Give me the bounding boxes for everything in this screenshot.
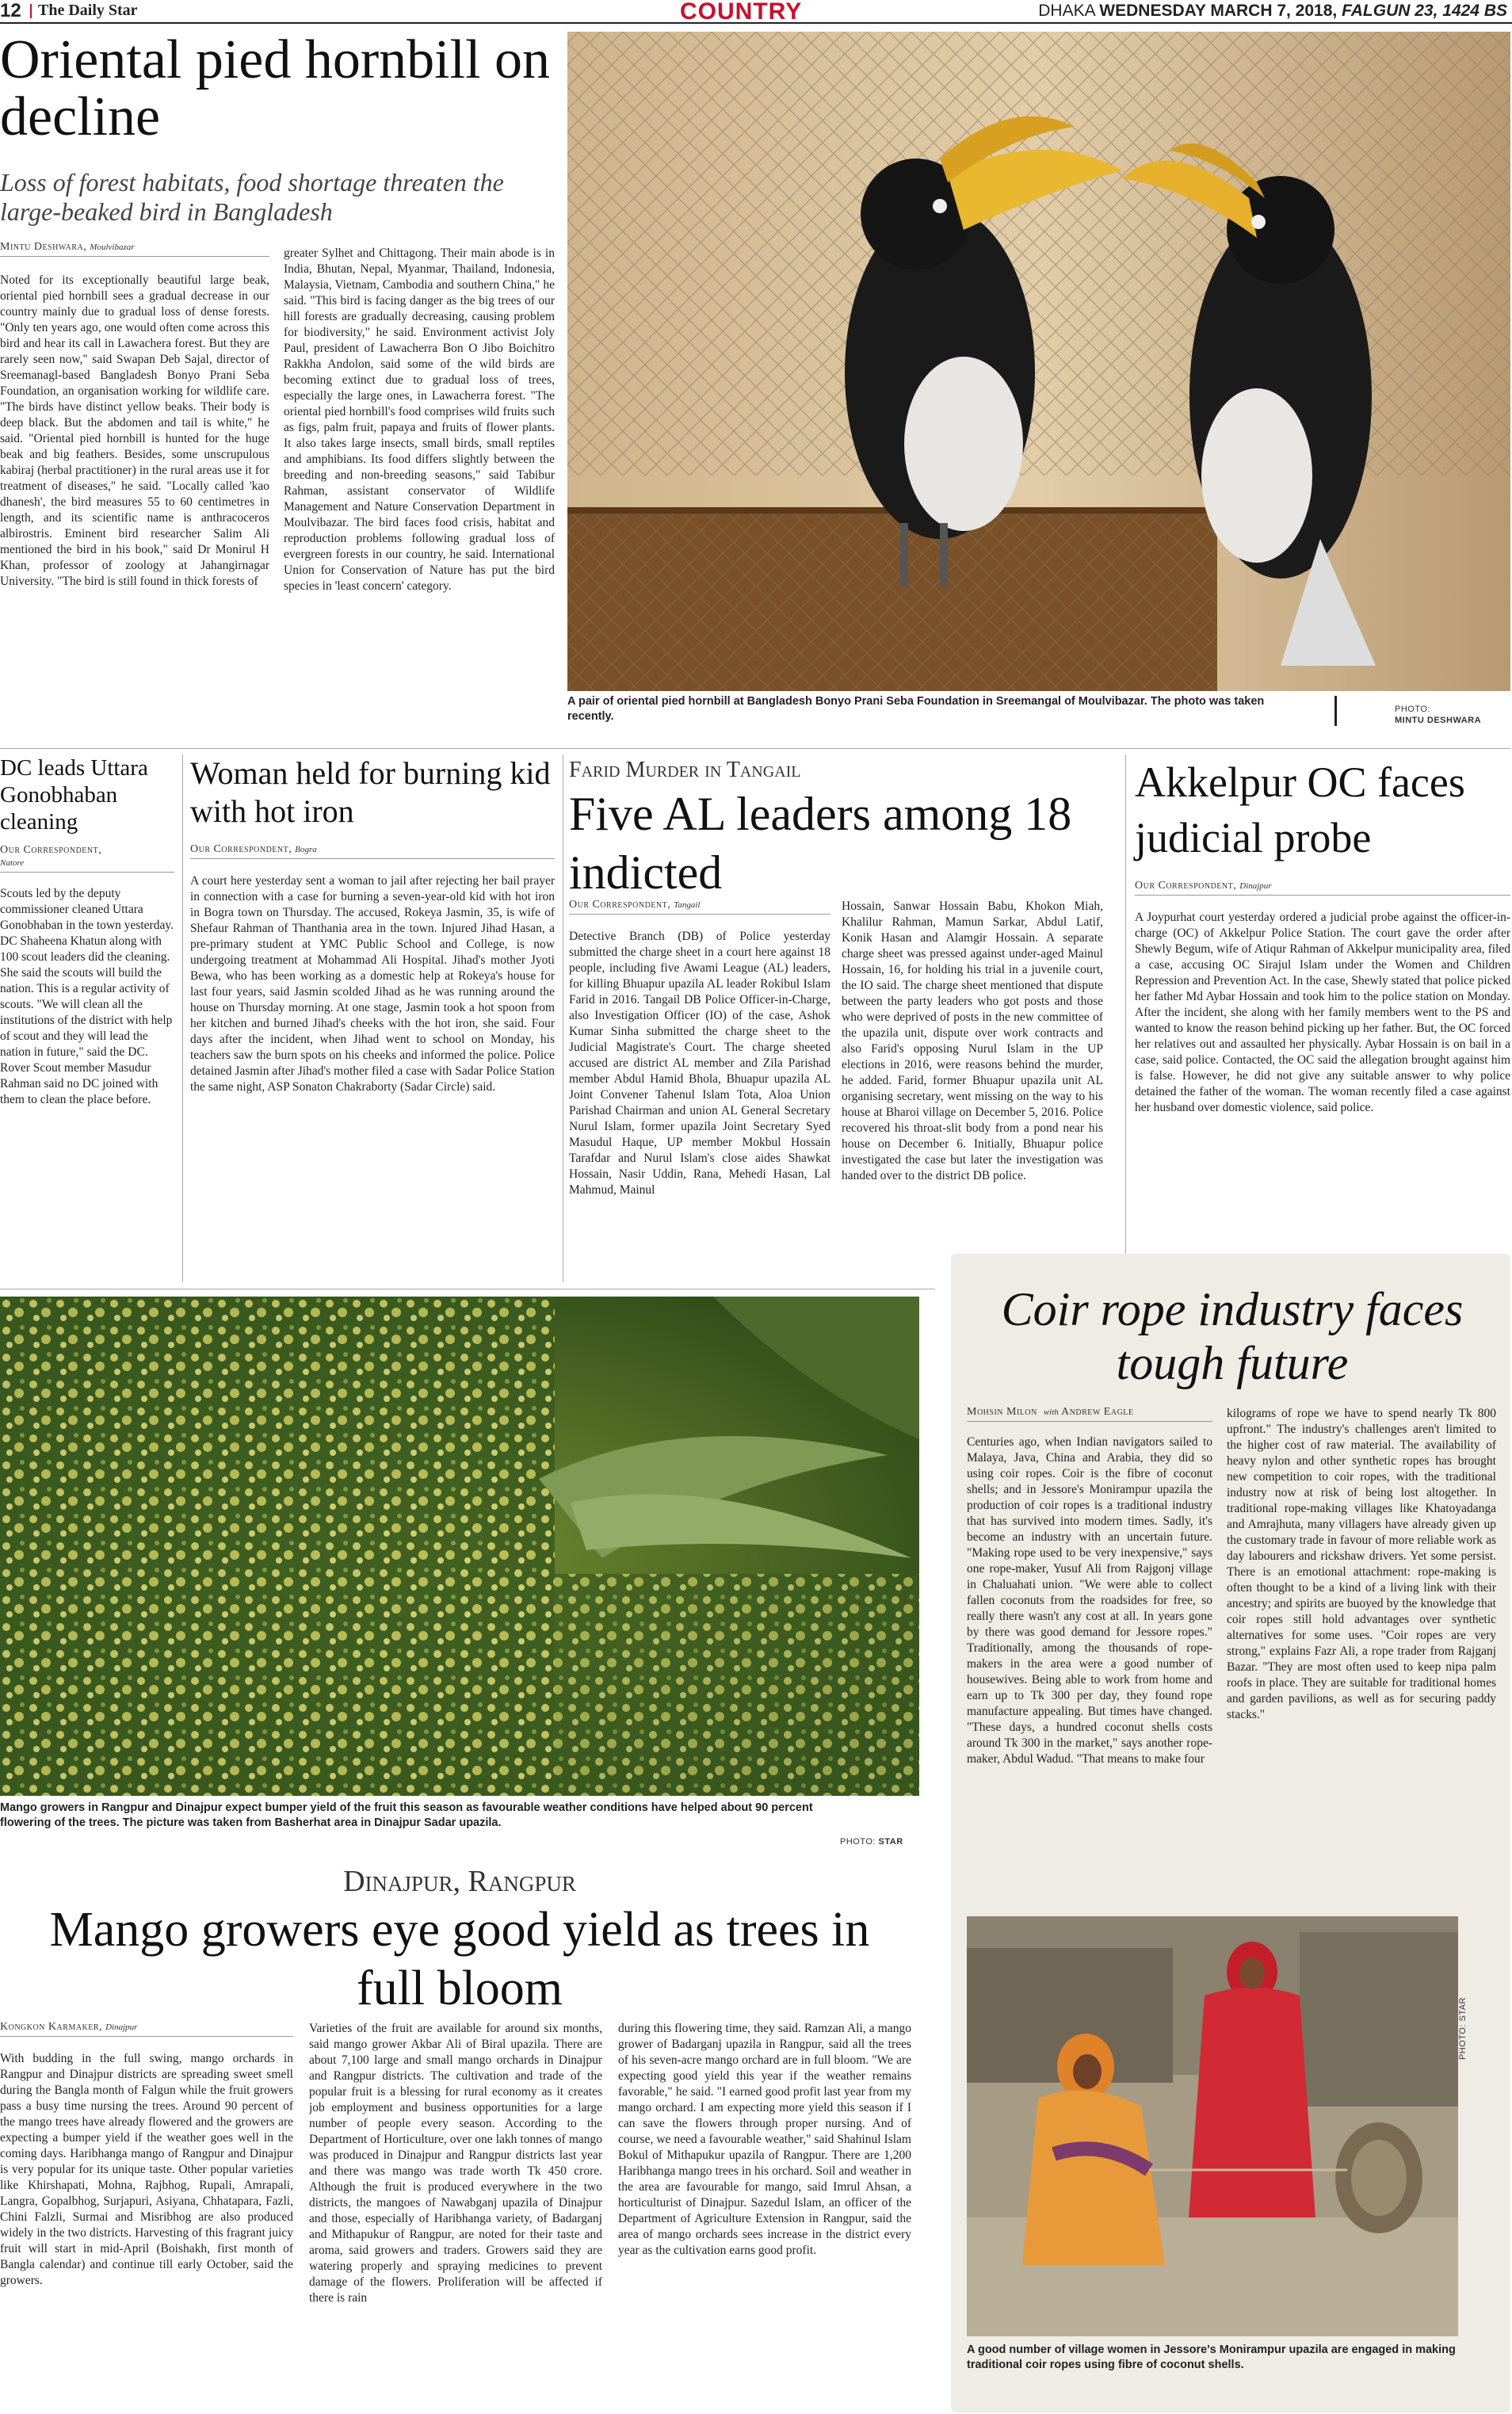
mango-photo-caption: Mango growers in Rangpur and Dinajpur expect bumper yield of the fruit this season as favourable weather conditions have helped about 90 percent flowering of the trees. The picture was taken from Basherhat area in Dinajpur Sadar upazila.: [0, 1801, 813, 1829]
mango-col2: Varieties of the fruit are available for around six months, said mango grower Akbar Ali of Biral upazila. There are about 7,100 large and small mango orchards in Dinajpur and Rangpur districts. The cultivation and trade of the popular fruit is a blessing for rural economy as it creates job employment and business opportunities for a large number of people every season. According to the Department of Horticulture, over one lakh tonnes of mango was produced in Dinajpur and Rangpur districts last year and there was mango was trade worth Tk 450 crore. Although the fruit is produced everywhere in the two districts, the mangoes of Nawabganj upazila of Dinajpur and those, especially of Haribhanga variety, of Badarganj and Mithapukur of Rangpur, are noted for their taste and aroma, said growers and traders. Growers said they are watering properly and spraying medicines to prevent damage of the flowers. Proliferation will be affected if there is rain: [309, 2022, 602, 2305]
farid-col2: Hossain, Sanwar Hossain Babu, Khokon Miah, Khalilur Rahman, Mamun Sarkar, Abdul Latif, Konik Hasan and Alamgir Hossain. A separate charge sheet was pressed against under-aged Mainul Hossain, 16, for holding his trial in a juvenile court, the IO said. The charge sheet mentioned that dispute between the party leaders who got posts and those who were deprived of posts in the new committee of the upazila unit, dispute over work contracts and also Farid's opposing Nurul Islam in the UP elections in 2016, were reasons behind the murder, he added. Farid, former Bhuapur upazila unit AL organising secretary, went missing on the way to his house at Bharoi village on December 5, 2016. Police recovered his throat-slit body from a pond near his house on December 6. Initially, Bhuapur police investigated the case but later the investigation was handed over to the district DB police.: [842, 900, 1103, 1182]
farid-headline: Five AL leaders among 18 indicted: [569, 788, 1072, 899]
section-label: COUNTRY: [680, 0, 803, 25]
hornbill-photo-caption: A pair of oriental pied hornbill at Bangladesh Bonyo Prani Seba Foundation in Sreemangal of Moulvibazar. The photo was taken recently.: [567, 695, 1265, 723]
akkelpur-body: A Joypurhat court yesterday ordered a judicial probe against the officer-in-charge (OC) of Akkelpur Police Station. The court gave the order after Shewly Begum, wife of Atiqur Rahman of Akkelpur municipality area, filed a case, accusing OC Sirajul Islam under the Women and Children Repression and Prevention Act. In the case, Shewly stated that police picked her father Md Aybar Hossain and took him to the police station on Monday. After the incident, she along with her family members went to the PS and wanted to know the reason behind picking up her father. But, the OC forced her relatives out and assaulted her physically. Aybar Hossain is on bail in a case, said police. Contacted, the OC said the allegation brought against him is false. However, he did not give any suitable answer to why police detained the father of the woman. The woman recently filed a case against her husband over domestic violence, said police.: [1135, 911, 1510, 1114]
mango-byline: Kongkon Karmaker, Dinajpur: [0, 2021, 293, 2037]
akkelpur-byline: Our Correspondent, Dinajpur: [1135, 880, 1510, 896]
dc-headline: DC leads Uttara Gonobhaban cleaning: [0, 755, 148, 835]
mango-kicker: Dinajpur, Rangpur: [343, 1865, 576, 1898]
farid-kicker: Farid Murder in Tangail: [569, 758, 801, 782]
hornbill-photo: [567, 32, 1510, 691]
dateline-bangla: FALGUN 23, 1424 BS: [1342, 2, 1507, 20]
divider: [1125, 754, 1126, 1282]
coir-photo: [967, 1916, 1458, 2336]
woman-headline: Woman held for burning kid with hot iron: [190, 755, 551, 829]
hornbill-col1: Noted for its exceptionally beautiful large beak, oriental pied hornbill sees a gradual decrease in our country mainly due to gradual loss of dense forests. "Only ten years ago, one would often come across this bird and hear its call in Lawachera forest. But they are rarely seen now," said Swapan Deb Sajal, director of Sreemanagl-based Bangladesh Bonyo Prani Seba Foundation, an organisation working for wildlife care. "The birds have distinct yellow beaks. Their body is deep black. But the abdomen and tail is white," he said. "Oriental pied hornbill is hunted for the huge beak and big feathers. Besides, some unscrupulous kabiraj (herbal practitioner) in the rural areas use it for treatment of diseases," he said. "Locally called 'kao dhanesh', the bird measures 55 to 60 centimetres in length, and its scientific name is anthracoceros albirostris. Eminent bird researcher Salim Ali mentioned the bird in his book," said Dr Monirul H Khan, professor of zoology at Jahangirnagar University. "The bird is still found in thick forests of: [0, 273, 269, 588]
dateline-city: DHAKA: [1038, 2, 1095, 20]
paper-name: The Daily Star: [38, 2, 138, 19]
woman-byline: Our Correspondent, Bogra: [190, 843, 555, 859]
divider: [182, 754, 183, 1282]
dateline: [1038, 2, 1507, 21]
coir-headline: Coir rope industry faces tough future: [1001, 1283, 1464, 1389]
dc-body: Scouts led by the deputy commissioner cleaned Uttara Gonobhaban in the town yesterday. DC Shaheena Khatun along with 100 scout leaders did the cleaning. She said the scouts will build the nation. This is a regular activity of scouts. "We will clean all the institutions of the district with help of scout and they will lead the nation in future," said the DC. Rover Scout member Masudur Rahman said no DC joined with them to clean the place before.: [0, 887, 174, 1106]
top-section-rule: [0, 748, 1510, 749]
dateline-date: WEDNESDAY MARCH 7, 2018,: [1099, 2, 1338, 20]
hornbill-photo-credit: PHOTO: MINTU DESHWARA: [1395, 705, 1482, 725]
page-number: 12: [0, 0, 21, 21]
coir-photo-caption: A good number of village women in Jessore's Monirampur upazila are engaged in making traditional coir ropes using fibre of coconut shells.: [967, 2343, 1456, 2371]
mango-photo: [0, 1297, 919, 1796]
coir-byline: Mohsin Milon with Andrew Eagle: [967, 1406, 1212, 1422]
mango-headline: Mango growers eye good yield as trees in full bloom: [49, 1903, 870, 2015]
hornbill-col2: greater Sylhet and Chittagong. Their main abode is in India, Bhutan, Nepal, Myanmar, Thailand, Indonesia, Malaysia, Vietnam, Cambodia and southern China," he said. "This bird is facing danger as the big trees of our hill forests are gradually decreasing, causing problem for biodiversity," he said. Environment activist Joly Paul, president of Lawacherra Bon O Jibo Boichitro Rakkha Andolon, said some of the wild birds are becoming extinct due to gradual loss of trees, especially the large ones, in Lawacherra forest. "The oriental pied hornbill's food comprises wild fruits such as figs, palm fruit, papaya and fruits of flower plants. It also takes large insects, small birds, small reptiles and amphibians. Its food differs slightly between the breeding and non-breeding seasons," said Tabibur Rahman, assistant conservator of Wildlife Management and Nature Conservation Department in Moulvibazar. The bird faces food crisis, habitat and reproduction problems following gradual loss of evergreen forests in our country, he said. International Union for Conservation of Nature has put the bird species in 'least concern' category.: [284, 246, 555, 593]
woman-body: A court here yesterday sent a woman to jail after rejecting her bail prayer in connection with a case for burning a seven-year-old kid with hot iron in Bogra town on Thursday. The accused, Rokeya Jasmin, 35, is wife of Shefaur Rahman of Thanthania area in the town. Injured Jihad Hasan, a pre-primary student at YMC Public School and College, is now undergoing treatment at Mohammad Ali Hospital. Jihad's mother Jyoti Bewa, who has been working as a domestic help at Rokeya's house for last four years, said Jasmin scolded Jihad as he was running around the house on Thursday morning. At one stage, Jasmin took a hot spoon from her kitchen and burned Jihad's cheeks with the hot iron, she said. Four days after the incident, when Jihad went to school on Monday, his teachers saw the burn spots on his cheeks and informed the police. Police detained Jasmin after Jihad's mother filed a case with Sadar Police Station the same night, ASP Sonaton Chakraborty (Sadar Circle) said.: [190, 874, 555, 1094]
coir-col2: kilograms of rope we have to spend nearly Tk 800 upfront." The industry's challenges aren't limited to the higher cost of raw material. The availability of heavy nylon and other synthetic ropes has brought new competition to coir ropes, with the traditional industry now at risk of being lost altogether. In traditional rope-making villages like Khatoyadanga and Amrajhuta, many villagers have already given up the customary trade in favour of more reliable work as day labourers and rickshaw drivers. Yet some persist. There is an emotional attachment: rope-making is often thought to be a kind of a living link with their ancestry; and spirits are buoyed by the knowledge that coir ropes still hold advantages over synthetic alternatives for some uses. "Coir ropes are very strong," explains Fazr Ali, a rope trader from Rajganj Bazar. "They are most often used to keep nipa palm roofs in place. They are suitable for traditional homes and garden pavilions, as well as for securing paddy stacks.": [1227, 1407, 1496, 1721]
mango-photo-credit: PHOTO: STAR: [840, 1837, 903, 1847]
akkelpur-headline: Akkelpur OC faces judicial probe: [1135, 758, 1465, 861]
mango-col3: during this flowering time, they said. Ramzan Ali, a mango grower of Badarganj upazila in Rangpur, said all the trees of his seven-acre mango orchard are in full bloom. "We are expecting good yield this year if the weather remains favorable," he said. "I earned good profit last year from my mango orchard. I am expecting more yield this season if I can save the flowers through proper nursing. And of course, we need a favourable weather," said Shahinul Islam Bokul of Mithapukur upazila of Rangpur. There are 1,200 Haribhanga mango trees in his orchard. Soil and weather in the area are favourable for mango, said Imrul Ahsan, a horticulturist of Dinajpur. Sazedul Islam, an officer of the Department of Agriculture Extension in Rangpur, said the area of mango orchards sees increase in the district every year as the cultivation earns good profit.: [618, 2022, 911, 2257]
coir-col1: Centuries ago, when Indian navigators sailed to Malaya, Java, China and Arabia, they did so using coir ropes. Coir is the fibre of coconut shells; and in Jessore's Monirampur upazila the production of coir ropes is a traditional industry that has survived into modern times. Sadly, it's become an industry with an uncertain future. "Making rope used to be very inexpensive," says one rope-maker, Yusuf Ali from Rajgonj village in Chaluahati union. "We were able to collect fallen coconuts from the roadsides for free, so really there wasn't any cost at all. In years gone by there was good demand for Jessore ropes." Traditionally, among the thousands of rope-makers in the area were a good number of housewives. Being able to work from home and earn up to Tk 300 per day, they found rope manufacture appealing. But times have changed. "These days, a hundred coconut shells costs around Tk 300 in the market," says another rope-maker, Abdul Wadud. "That means to make four: [967, 1435, 1212, 1766]
mango-col1: With budding in the full swing, mango orchards in Rangpur and Dinajpur districts are spreading sweet smell during the Bangla month of Falgun while the fruit growers pass a busy time nursing the trees. Around 90 percent of the mango trees have already flowered and the growers are expecting a bumper yield if the weather goes well in the coming days. Haribhanga mango of Rangpur and Dinajpur is very popular for its unique taste. Other popular varieties like Khirshapati, Mohna, Rajbhog, Rupali, Amrapali, Langra, Gopalbhog, Surjapuri, Asiyana, Chhatapara, Fazli, Chini Falzli, Surmai and Misribhog are also produced widely in the two districts. Harvesting of this fragrant juicy fruit will start in mid-April (Boishakh, first month of Bangla calendar) and continue till early October, said the growers.: [0, 2052, 293, 2287]
hornbill-byline: Mintu Deshwara, Moulvibazar: [0, 241, 269, 257]
farid-byline: Our Correspondent, Tangail: [569, 899, 830, 915]
hornbill-headline: Oriental pied hornbill on decline: [0, 29, 551, 147]
coir-photo-credit: PHOTO: STAR: [1458, 1997, 1468, 2061]
masthead-divider: [30, 4, 32, 18]
dc-byline: Our Correspondent, Natore: [0, 844, 174, 873]
hornbill-subhead: Loss of forest habitats, food shortage threaten the large-beaked bird in Bangladesh: [0, 168, 504, 226]
farid-col1: Detective Branch (DB) of Police yesterday submitted the charge sheet in a court here against 18 people, including five Awami League (AL) leaders, for killing Bhuapur upazila AL leader Rokibul Islam Farid in 2016. Tangail DB Police Officer-in-Charge, also Investigation Officer (IO) of the case, Ashok Kumar Sinha submitted the charge sheet to the Judicial Magistrate's Court. The charge sheeted accused are district AL member and Zila Parishad member Abdul Hamid Bhola, Bhuapur upazila AL Joint Convener Tahenul Islam Tota, Aloa Union Parishad Chairman and union AL General Secretary Nurul Islam, former upazila Joint Secretary Syed Masudul Haque, UP member Mokbul Hossain Tarafdar and Nurul Islam's close aides Shawkat Hossain, Nasir Uddin, Rana, Mehedi Hasan, Lal Mahmud, Mainul: [569, 930, 830, 1197]
masthead: [0, 0, 1512, 24]
hornbill-caption-rule: [1334, 696, 1337, 726]
